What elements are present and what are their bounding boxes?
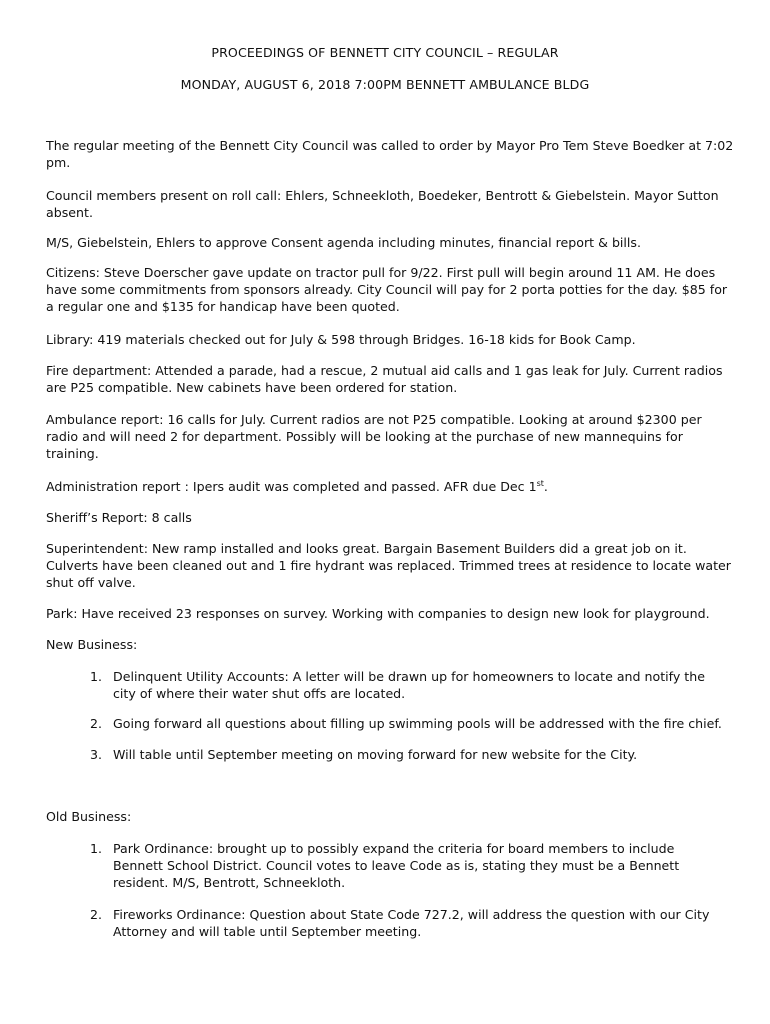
fire-department-paragraph: Fire department: Attended a parade, had a rescue, 2 mutual aid calls and 1 gas leak for July. Current radios are P25 compatible. New cabinets have been ordered for station. (46, 363, 723, 395)
meeting-date-location: MONDAY, AUGUST 6, 2018 7:00PM BENNETT AMBULANCE BLDG (180, 77, 590, 92)
list-number: 2. (90, 716, 103, 731)
roll-call-paragraph: Council members present on roll call: Ehlers, Schneekloth, Boedeker, Bentrott & Giebelstein. Mayor Sutton absent. (46, 188, 719, 220)
old-business-heading: Old Business: (46, 809, 132, 824)
list-number: 1. (90, 669, 103, 684)
list-item-text: Delinquent Utility Accounts: A letter will be drawn up for homeowners to locate and notify the city of where their water shut offs are located. (113, 669, 705, 701)
ambulance-report-paragraph: Ambulance report: 16 calls for July. Current radios are not P25 compatible. Looking at around $2300 per radio and will need 2 for department. Possibly will be looking at the purchase of new mannequins for training. (46, 412, 702, 461)
library-paragraph: Library: 419 materials checked out for July & 598 through Bridges. 16-18 kids for Book Camp. (46, 332, 636, 347)
call-to-order-paragraph: The regular meeting of the Bennett City Council was called to order by Mayor Pro Tem Steve Boedker at 7:02 pm. (46, 138, 734, 170)
admin-report-end: . (543, 479, 548, 494)
sheriff-report-paragraph: Sheriff’s Report: 8 calls (46, 510, 192, 525)
park-paragraph: Park: Have received 23 responses on survey. Working with companies to design new look for playground. (46, 606, 710, 621)
admin-report-text: Administration report : Ipers audit was completed and passed. AFR due Dec 1 (46, 479, 537, 494)
list-item-text: Fireworks Ordinance: Question about State Code 727.2, will address the question with our City Attorney and will table until September meeting. (113, 907, 710, 939)
list-number: 1. (90, 841, 103, 856)
list-item-text: Park Ordinance: brought up to possibly expand the criteria for board members to include Bennett School District. Council votes to leave Code as is, stating they must be a Bennett resident. M/S, Bentrott, Schneekloth. (113, 841, 680, 890)
list-number: 3. (90, 747, 103, 762)
administration-report-paragraph (46, 478, 736, 495)
list-item-text: Will table until September meeting on moving forward for new website for the City. (113, 747, 638, 762)
consent-agenda-paragraph: M/S, Giebelstein, Ehlers to approve Consent agenda including minutes, financial report & bills. (46, 235, 641, 250)
admin-report-superscript: st (536, 479, 544, 488)
citizens-paragraph: Citizens: Steve Doerscher gave update on tractor pull for 9/22. First pull will begin around 11 AM. He does have some commitments from sponsors already. City Council will pay for 2 porta potties for the day. $85 for a regular one and $135 for handicap have been quoted. (46, 265, 728, 314)
superintendent-paragraph: Superintendent: New ramp installed and looks great. Bargain Basement Builders did a great job on it. Culverts have been cleaned out and 1 fire hydrant was replaced. Trimmed trees at residence to locate water shut off valve. (46, 541, 731, 590)
document-title: PROCEEDINGS OF BENNETT CITY COUNCIL – REGULAR (211, 45, 559, 60)
list-item-text: Going forward all questions about filling up swimming pools will be addressed with the fire chief. (113, 716, 722, 731)
list-number: 2. (90, 907, 103, 922)
new-business-heading: New Business: (46, 637, 138, 652)
